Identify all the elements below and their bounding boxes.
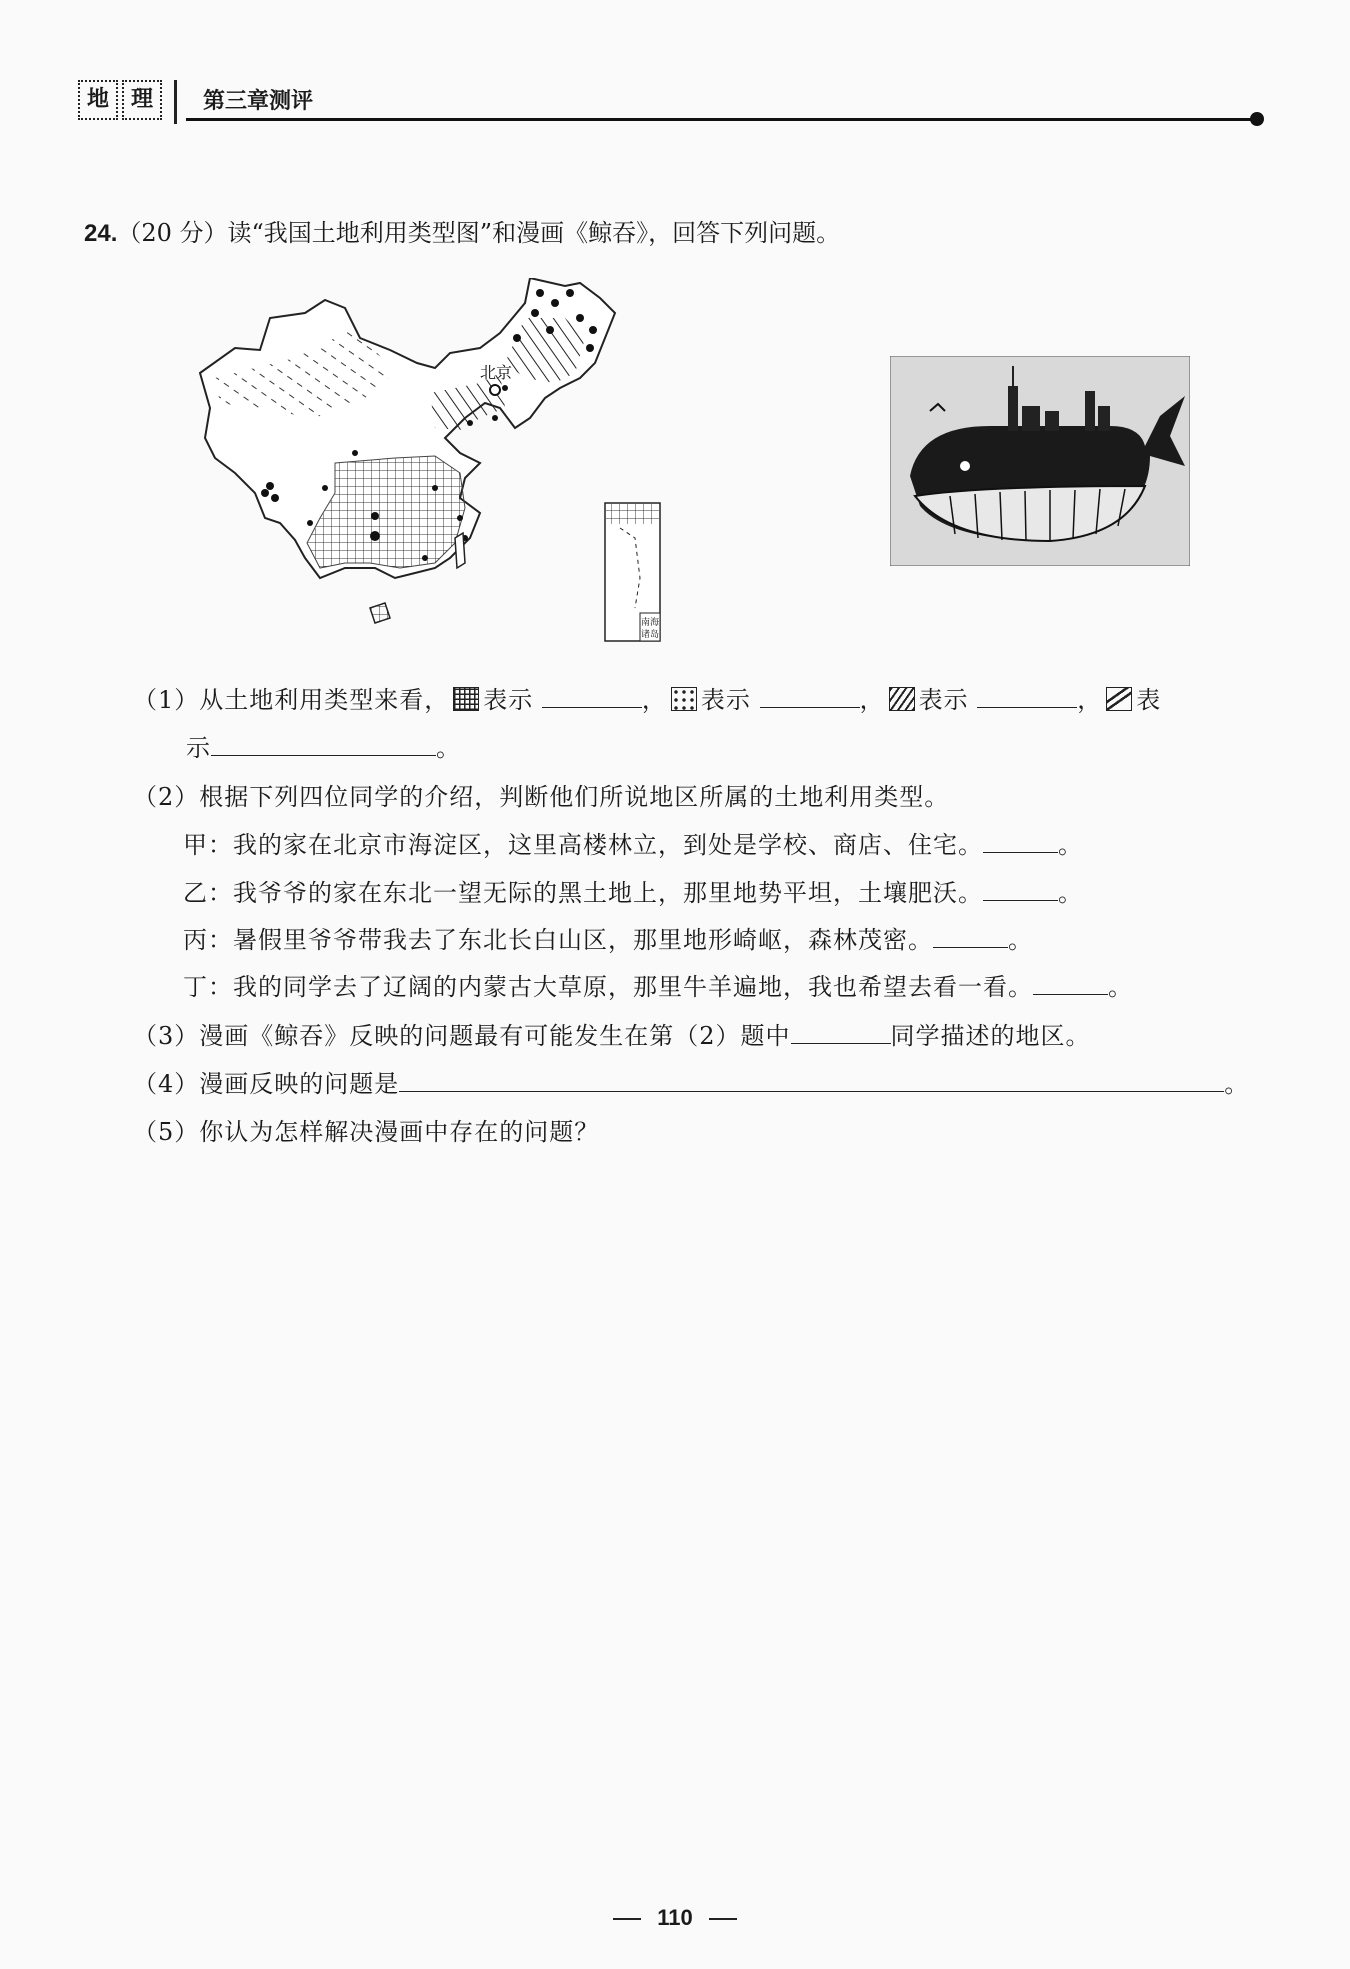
part-1-prefix: （1）从土地利用类型来看， bbox=[133, 686, 450, 714]
means-label: 表示 bbox=[483, 686, 534, 714]
part-1-line2-start: 示 bbox=[186, 734, 211, 762]
whale-eye bbox=[960, 461, 970, 471]
answer-blank-part4[interactable] bbox=[399, 1069, 1224, 1092]
footer-dash bbox=[613, 1918, 641, 1920]
answer-blank-yi[interactable] bbox=[983, 878, 1058, 901]
answer-blank-4[interactable] bbox=[211, 733, 436, 756]
period: 。 bbox=[1108, 973, 1133, 1001]
grassland-symbol bbox=[889, 687, 915, 711]
forest-symbol bbox=[671, 687, 697, 711]
student-yi-text: 乙：我爷爷的家在东北一望无际的黑土地上，那里地势平坦，土壤肥沃。 bbox=[183, 879, 983, 907]
period: 。 bbox=[1058, 879, 1083, 907]
part-3-text-a: （3）漫画《鲸吞》反映的问题最有可能发生在第（2）题中 bbox=[133, 1022, 791, 1050]
whale-cartoon bbox=[890, 356, 1190, 566]
land-use-map bbox=[195, 278, 700, 643]
comma: ， bbox=[641, 686, 667, 714]
means-label: 表示 bbox=[918, 686, 969, 714]
header-dot bbox=[1250, 112, 1264, 126]
student-ding-text: 丁：我的同学去了辽阔的内蒙古大草原，那里牛羊遍地，我也希望去看一看。 bbox=[183, 973, 1033, 1001]
question-text: （20 分）读“我国土地利用类型图”和漫画《鲸吞》，回答下列问题。 bbox=[117, 219, 841, 247]
answer-blank-ding[interactable] bbox=[1033, 972, 1108, 995]
part-2-text: （2）根据下列四位同学的介绍，判断他们所说地区所属的土地利用类型。 bbox=[133, 783, 950, 811]
subject-char: 理 bbox=[122, 80, 162, 120]
question-title bbox=[84, 213, 840, 248]
farmland-symbol bbox=[1106, 687, 1132, 711]
answer-blank-bing[interactable] bbox=[933, 925, 1008, 948]
student-jia-line bbox=[183, 825, 1083, 860]
period: 。 bbox=[1058, 831, 1083, 859]
cultivated-land-symbol bbox=[453, 687, 479, 711]
part-4-line bbox=[133, 1064, 1249, 1099]
inset-land bbox=[606, 504, 659, 524]
student-yi-line bbox=[183, 873, 1083, 908]
page-number: 110 bbox=[657, 1905, 693, 1930]
part-5-text: （5）你认为怎样解决漫画中存在的问题？ bbox=[133, 1118, 600, 1146]
answer-blank-jia[interactable] bbox=[983, 830, 1058, 853]
inset-label-1: 南海 bbox=[641, 618, 660, 628]
answer-blank-3[interactable] bbox=[977, 685, 1077, 708]
footer-dash bbox=[709, 1918, 737, 1920]
header-divider bbox=[174, 80, 177, 124]
taiwan-island bbox=[455, 533, 465, 568]
student-ding-line bbox=[183, 967, 1133, 1002]
part-1-line-1 bbox=[133, 680, 1161, 715]
part-4-text: （4）漫画反映的问题是 bbox=[133, 1070, 400, 1098]
page-header bbox=[78, 80, 1268, 126]
beijing-label: 北京 bbox=[480, 363, 513, 382]
means-label: 表示 bbox=[700, 686, 751, 714]
answer-blank-1[interactable] bbox=[542, 685, 642, 708]
period: 。 bbox=[436, 734, 461, 762]
hainan-island bbox=[370, 603, 390, 623]
period: 。 bbox=[1008, 926, 1033, 954]
subject-char: 地 bbox=[78, 80, 118, 120]
comma: ， bbox=[859, 686, 885, 714]
page-footer bbox=[0, 1905, 1350, 1931]
answer-blank-part3[interactable] bbox=[791, 1021, 891, 1044]
part-1-end: 表 bbox=[1136, 686, 1162, 714]
student-bing-line bbox=[183, 920, 1033, 955]
chapter-title: 第三章测评 bbox=[203, 89, 314, 114]
header-rule bbox=[186, 118, 1256, 121]
student-bing-text: 丙：暑假里爷爷带我去了东北长白山区，那里地形崎岖，森林茂密。 bbox=[183, 926, 933, 954]
inset-label-2: 诸岛 bbox=[641, 630, 660, 640]
part-1-line-2 bbox=[186, 728, 461, 763]
period: 。 bbox=[1224, 1070, 1250, 1098]
part-3-line bbox=[133, 1016, 1091, 1051]
subject-label bbox=[78, 80, 162, 120]
student-jia-text: 甲：我的家在北京市海淀区，这里高楼林立，到处是学校、商店、住宅。 bbox=[183, 831, 983, 859]
comma: ， bbox=[1077, 686, 1103, 714]
question-number: 24. bbox=[84, 220, 118, 247]
beijing-marker bbox=[490, 385, 500, 395]
part-3-text-b: 同学描述的地区。 bbox=[890, 1022, 1091, 1050]
answer-blank-2[interactable] bbox=[760, 685, 860, 708]
